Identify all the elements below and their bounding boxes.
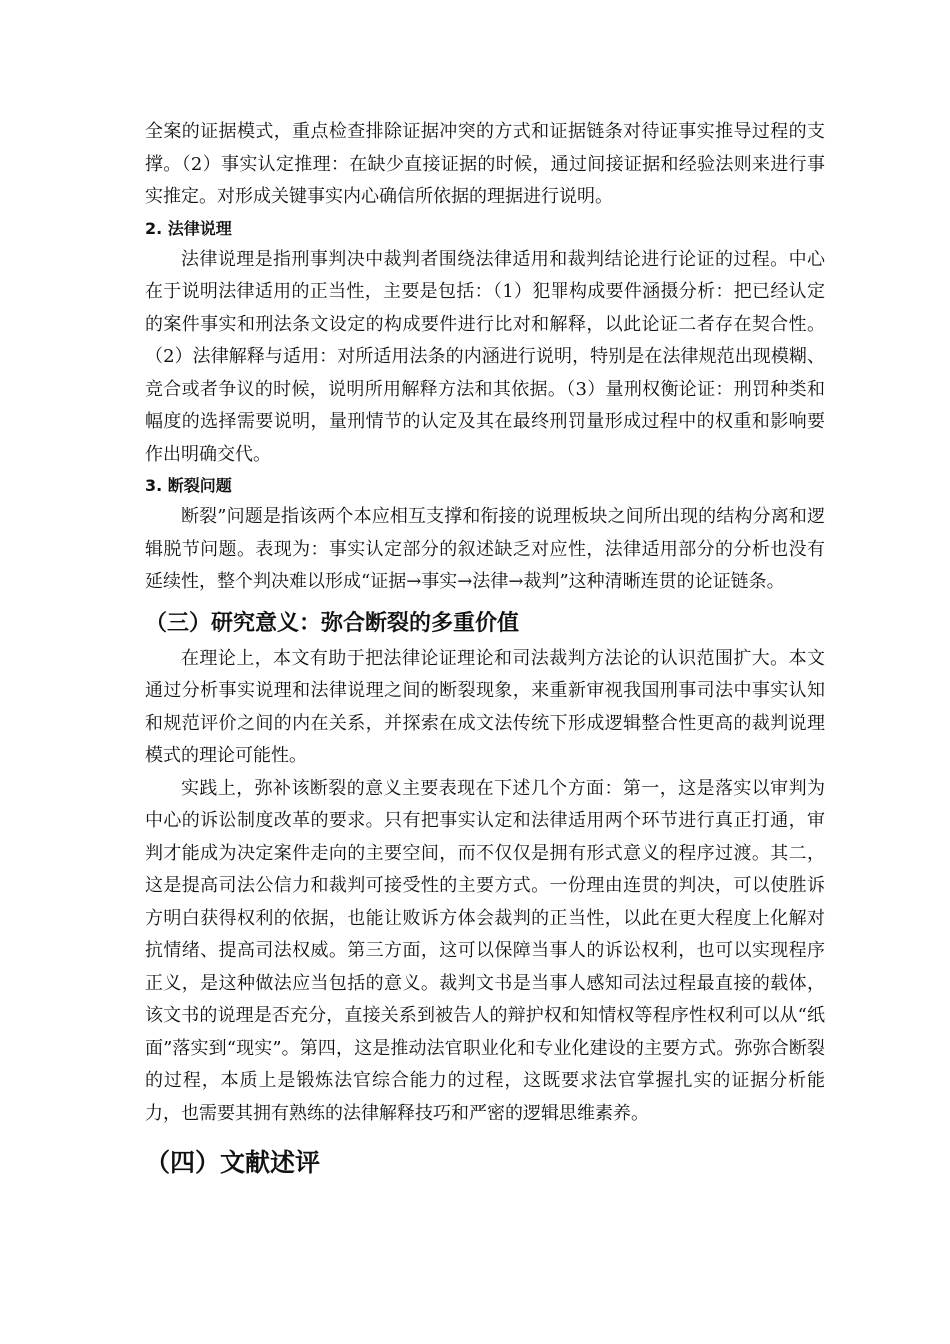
paragraph-evidence-model: 全案的证据模式，重点检查排除证据冲突的方式和证据链条对待证事实推导过程的支撑。（2）事实认定推理：在缺少直接证据的时候，通过间接证据和经验法则来进行事实推定。对形成关键事实内心确信所依据的理据进行说明。 xyxy=(145,121,825,207)
section-heading-literature-review: （四）文献述评 xyxy=(145,1148,321,1177)
paragraph-fracture-problem: 断裂”问题是指该两个本应相互支撑和衔接的说理板块之间所出现的结构分离和逻辑脱节问题。表现为：事实认定部分的叙述缺乏对应性，法律适用部分的分析也没有延续性，整个判决难以形成“证据→事实→法律→裁判”这种清晰连贯的论证链条。 xyxy=(145,506,825,592)
section-heading-significance: （三）研究意义：弥合断裂的多重价值 xyxy=(145,610,520,636)
paragraph-practical-significance: 实践上，弥补该断裂的意义主要表现在下述几个方面：第一，这是落实以审判为中心的诉讼制度改革的要求。只有把事实认定和法律适用两个环节进行真正打通，审判才能成为决定案件走向的主要空间，而不仅仅是拥有形式意义的程序过渡。其二，这是提高司法公信力和裁判可接受性的主要方式。一份理由连贯的判决，可以使胜诉方明白获得权利的依据，也能让败诉方体会裁判的正当性，以此在更大程度上化解对抗情绪、提高司法权威。第三方面，这可以保障当事人的诉讼权利，也可以实现程序正义，是这种做法应当包括的意义。裁判文书是当事人感知司法过程最直接的载体，该文书的说理是否充分，直接关系到被告人的辩护权和知情权等程序性权利可以从“纸面”落实到“现实”。第四，这是推动法官职业化和专业化建设的主要方式。弥弥合断裂的过程，本质上是锻炼法官综合能力的过程，这既要求法官掌握扎实的证据分析能力，也需要其拥有熟练的法律解释技巧和严密的逻辑思维素养。 xyxy=(145,777,825,1124)
paragraph-theoretical-significance: 在理论上，本文有助于把法律论证理论和司法裁判方法论的认识范围扩大。本文通过分析事实说理和法律说理之间的断裂现象，来重新审视我国刑事司法中事实认知和规范评价之间的内在关系，并探索在成文法传统下形成逻辑整合性更高的裁判说理模式的理论可能性。 xyxy=(145,647,825,766)
document-body xyxy=(145,116,825,1182)
paragraph-legal-reasoning: 法律说理是指刑事判决中裁判者围绕法律适用和裁判结论进行论证的过程。中心在于说明法律适用的正当性，主要是包括：（1）犯罪构成要件涵摄分析：把已经认定的案件事实和刑法条文设定的构成要件进行比对和解释，以此论证二者存在契合性。（2）法律解释与适用：对所适用法条的内涵进行说明，特别是在法律规范出现模糊、竞合或者争议的时候，说明所用解释方法和其依据。（3）量刑权衡论证：刑罚种类和幅度的选择需要说明，量刑情节的认定及其在最终刑罚量形成过程中的权重和影响要作出明确交代。 xyxy=(145,248,825,465)
subheading-fracture-problem: 3. 断裂问题 xyxy=(145,476,232,495)
subheading-legal-reasoning: 2. 法律说理 xyxy=(145,218,232,238)
